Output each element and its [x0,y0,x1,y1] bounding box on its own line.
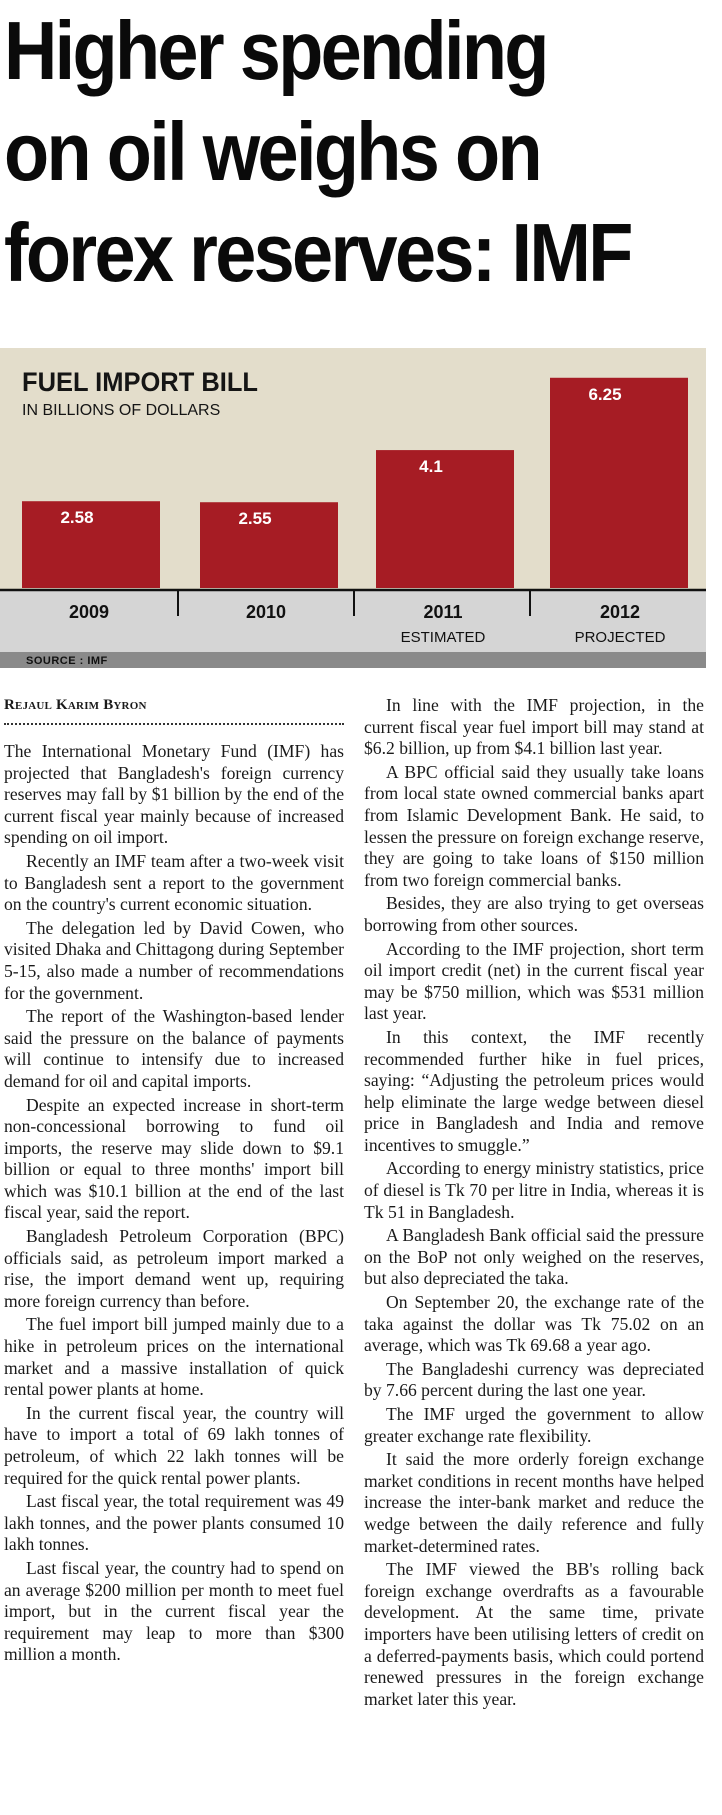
article-paragraph: The International Monetary Fund (IMF) has projected that Bangladesh's foreign currency reserves may fall by $1 billion by the end of the current fiscal year mainly because of increased spending on oil import. [4,741,344,848]
chart-bar-2012 [550,378,688,588]
chart-value-label: 2.55 [238,509,272,529]
article-paragraph: The report of the Washington-based lender said the pressure on the balance of payments will continue to intensify due to increased demand for oil and capital imports. [4,1006,344,1091]
article-column-right [364,695,704,1810]
headline-line-1: Higher spending [4,4,547,97]
headline-line-2: on oil weighs on [4,105,540,198]
article-paragraph: Recently an IMF team after a two-week visit to Bangladesh sent a report to the government on the country's current economic situation. [4,850,344,915]
headline [4,0,641,303]
fuel-import-chart [0,348,706,668]
headline-line-3: forex reserves: IMF [4,206,631,299]
article-paragraph: A Bangladesh Bank official said the pressure on the BoP not only weighed on the reserves, but also depreciated the taka. [364,1225,704,1289]
chart-svg [0,348,706,668]
article-paragraph: Besides, they are also trying to get overseas borrowing from other sources. [364,893,704,935]
chart-title: FUEL IMPORT BILL [22,367,258,397]
article-column-left [4,741,344,1811]
chart-category-note: ESTIMATED [400,629,486,646]
article-paragraph: On September 20, the exchange rate of the taka against the dollar was Tk 75.02 on an average, which was Tk 69.68 a year ago. [364,1292,704,1356]
chart-value-label: 6.25 [588,384,622,404]
article-paragraph: The IMF viewed the BB's rolling back foreign exchange overdrafts as a favourable development. At the same time, private importers have been utilising letters of credit on a deferred-payments basis, which could portend renewed pressures in the foreign exchange market later this year. [364,1559,704,1709]
article-paragraph: The fuel import bill jumped mainly due to a hike in petroleum prices on the international market and a massive installation of quick rental power plants at home. [4,1314,344,1400]
chart-value-label: 2.58 [60,508,94,528]
chart-value-label: 4.1 [419,457,443,477]
article-paragraph: According to the IMF projection, short term oil import credit (net) in the current fiscal year may be $750 million, which was $531 million last year. [364,938,704,1024]
chart-bar-2011 [376,450,514,588]
article-paragraph: In the current fiscal year, the country will have to import a total of 69 lakh tonnes of petroleum, of which 22 lakh tonnes will be required for the quick rental power plants. [4,1402,344,1488]
chart-subtitle: IN BILLIONS OF DOLLARS [22,402,221,419]
article-paragraph: A BPC official said they usually take loans from local state owned commercial banks apart from Islamic Development Bank. He said, to lessen the pressure on foreign exchange reserve, they are going to take loans of $150 million from two foreign commercial banks. [364,761,704,890]
article-paragraph: In this context, the IMF recently recommended further hike in fuel prices, saying: “Adjusting the petroleum prices would help eliminate the large wedge between diesel price in Bangladesh and India and remove incentives to smuggle.” [364,1026,704,1155]
article-paragraph: Bangladesh Petroleum Corporation (BPC) officials said, as petroleum import marked a rise, the import demand went up, requiring more foreign currency than before. [4,1226,344,1311]
chart-category-label: 2011 [423,602,463,622]
article-paragraph: Last fiscal year, the country had to spend on an average $200 million per month to meet fuel import, but in the current fiscal year the requirement may leap to more than $300 million a month. [4,1557,344,1665]
byline: Rejaul Karim Byron [4,697,344,725]
chart-source: SOURCE : IMF [26,655,108,667]
article-paragraph: The IMF urged the government to allow greater exchange rate flexibility. [364,1404,704,1446]
chart-category-note: PROJECTED [574,629,666,646]
article-paragraph: Last fiscal year, the total requirement was 49 lakh tonnes, and the power plants consumed 10 lakh tonnes. [4,1491,344,1555]
chart-category-label: 2010 [245,602,287,622]
article-paragraph: According to energy ministry statistics, price of diesel is Tk 70 per litre in India, whereas it is Tk 51 in Bangladesh. [364,1158,704,1222]
chart-category-label: 2009 [68,602,110,622]
article-paragraph: Despite an expected increase in short-term non-concessional borrowing to fund oil imports, the reserve may slide down to $9.1 billion or equal to three months' import bill which was $10.1 billion at the end of the last fiscal year, said the report. [4,1094,344,1223]
article-paragraph: In line with the IMF projection, in the current fiscal year fuel import bill may stand at $6.2 billion, up from $4.1 billion last year. [364,695,704,759]
article-paragraph: The Bangladeshi currency was depreciated by 7.66 percent during the last one year. [364,1358,704,1401]
chart-category-label: 2012 [599,602,641,622]
article-paragraph: The delegation led by David Cowen, who visited Dhaka and Chittagong during September 5-15, also made a number of recommendations for the government. [4,917,344,1003]
article-paragraph: It said the more orderly foreign exchange market conditions in recent months have helped increase the inter-bank market and reduce the wedge between the daily reference and fully market-determined rates. [364,1449,704,1556]
